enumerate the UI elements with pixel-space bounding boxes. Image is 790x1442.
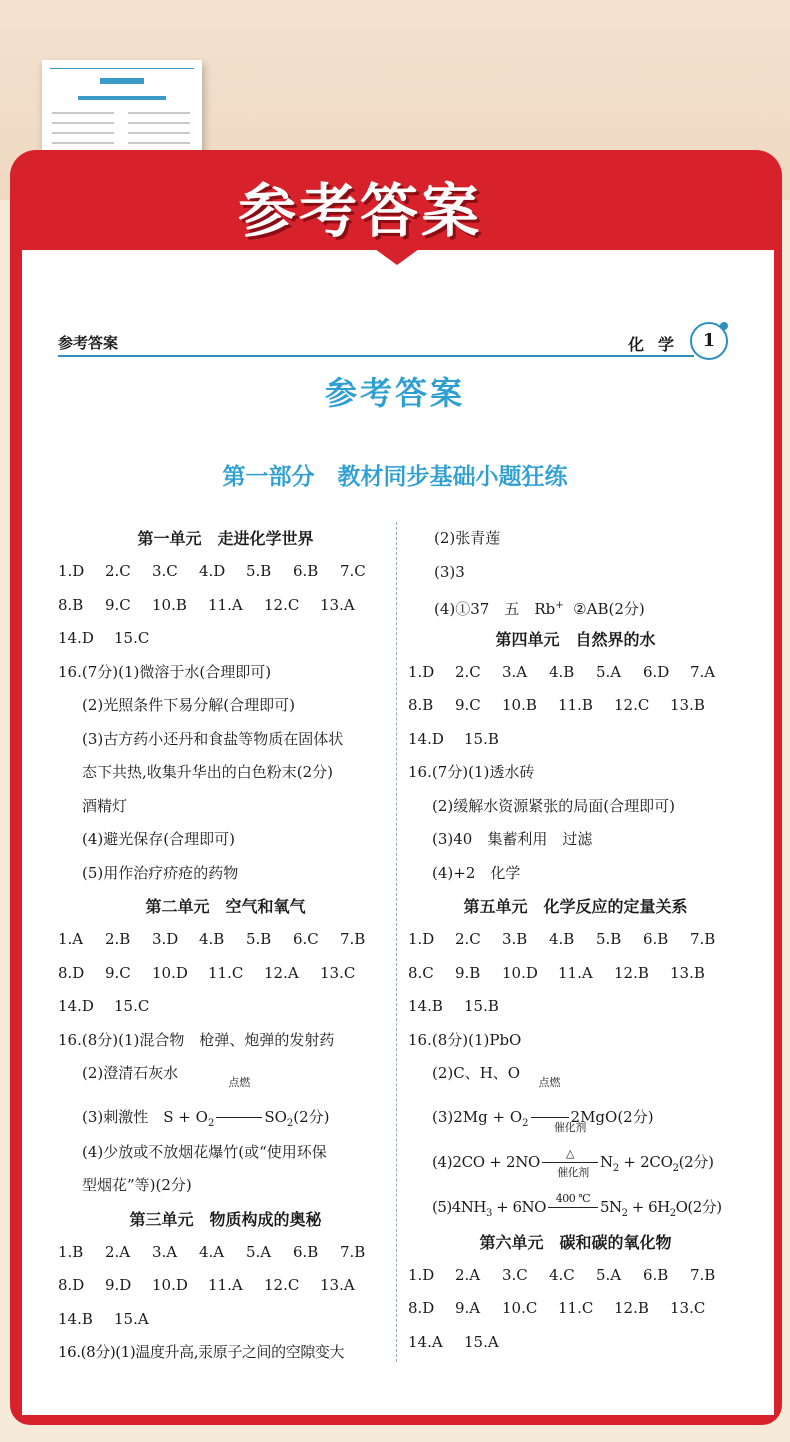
answer-item: 9.C [105,595,131,614]
answer-item: 15.B [464,997,499,1015]
thumb-text-line [128,122,190,124]
answer-item: 4.C [549,1265,575,1284]
thumb-title-bar [100,78,144,84]
answer-row [58,957,393,991]
answer-item: 15.A [114,1309,149,1328]
reaction-condition: 点燃 [538,1075,561,1089]
header-subject: 化学 [628,335,689,354]
thumb-text-line [128,132,190,134]
answer-item: 4.D [199,562,226,580]
answer-item: 1.B [58,1242,84,1261]
answer-item: 6.B [643,930,669,948]
answer-row [58,1269,393,1303]
answer-item: 5.A [596,1265,622,1284]
answer-item: 8.C [408,963,434,982]
arrow-bar [216,1117,262,1119]
answer-item: 8.B [58,595,84,614]
answer-item: 10.B [502,696,537,714]
answer-item: 11.C [208,963,244,982]
answer-row [408,990,743,1024]
equation-text: 2MgO(2分) [570,1107,654,1126]
answer-item: 13.B [670,696,705,714]
reaction-condition: 催化剂 [553,1120,587,1134]
answer-row [408,1259,743,1293]
answer-item: 10.D [152,1276,188,1294]
equation-text: + 2CO [618,1152,673,1171]
subscript: 2 [621,1207,628,1219]
arrow-bar [548,1207,598,1209]
answer-row [58,622,393,656]
answer-item: 2.A [105,1242,131,1261]
answer-item: 13.A [320,1276,355,1294]
answer-item: 1.A [58,930,84,948]
answer-item: 6.B [293,562,319,580]
page-badge-dot [720,322,728,330]
answer-item: 9.D [105,1276,132,1294]
answer-item: 7.A [690,662,716,681]
subscript: 2 [612,1162,619,1174]
unit-title: 第六单元 碳和碳的氧化物 [479,1232,672,1252]
answer-item: 11.B [558,696,593,714]
answer-item: 10.D [502,963,538,982]
answer-row [58,1236,393,1270]
subscript: 2 [207,1117,215,1129]
answer-item: 14.B [58,1309,93,1328]
answer-row [58,555,393,589]
answer-line: (3)40 集蓄利用 过滤 [432,830,593,848]
answer-row [408,1326,743,1360]
thumb-text-line [128,142,190,144]
answer-item: 3.A [502,662,528,681]
answer-text: ②AB(2分) [573,600,645,618]
answer-row [408,656,743,690]
answer-item: 11.A [208,1276,243,1294]
answer-item: 15.C [114,629,150,647]
header-rule [58,355,694,357]
answer-item: 4.B [549,662,575,681]
equation-text: SO [264,1107,287,1126]
answer-item: 3.C [502,1265,528,1284]
answer-item: 9.A [455,1299,481,1317]
thumb-text-line [128,112,190,114]
answer-item: 14.A [408,1332,443,1351]
answer-line: (2)张青莲 [434,529,501,547]
answer-item: 7.C [340,562,366,580]
answer-item: 6.C [293,930,319,948]
part-title: 第一部分 教材同步基础小题狂练 [222,464,568,490]
answer-item: 13.A [320,595,355,614]
answer-item: 8.D [408,1299,435,1317]
answer-item: 1.D [408,930,435,948]
answer-item: 7.B [690,1265,716,1284]
subscript: 2 [672,1162,679,1174]
answer-item: 3.A [152,1242,178,1261]
subscript: 2 [522,1117,529,1129]
answer-line: (2)缓解水资源紧张的局面(合理即可) [432,796,675,815]
reaction-arrow [216,1075,262,1143]
answer-item: 6.B [643,1265,669,1284]
answer-row [408,923,743,957]
answer-item: 2.B [105,930,131,948]
answer-item: 10.D [152,963,188,982]
superscript: + [555,600,564,611]
answer-item: 8.B [408,696,434,714]
column-divider [396,522,397,1362]
thumb-text-line [52,112,114,114]
unit-title: 第四单元 自然界的水 [495,629,656,649]
answer-row [408,1292,743,1326]
answer-item: 14.D [58,997,94,1015]
thumb-header-line [50,68,194,69]
answer-item: 14.D [58,629,94,647]
answer-row [58,589,393,623]
answer-item: 5.A [596,662,622,681]
header-left-label: 参考答案 [58,334,119,352]
answer-line: 16.(7分)(1)微溶于水(合理即可) [58,662,272,681]
answer-item: 1.D [408,1265,435,1284]
answer-line: (2)澄清石灰水 [82,1064,179,1082]
answer-item: 14.D [408,729,444,748]
right-column [408,522,743,1359]
answer-item: 12.C [264,595,300,614]
answer-item: 2.C [455,662,481,681]
answer-item: 7.B [690,930,716,948]
banner-title: 参考答案 [238,177,483,245]
left-column [58,522,393,1370]
equation-text: N [600,1152,613,1171]
subscript: 3 [486,1207,492,1219]
answer-item: 5.B [596,930,622,948]
equation-text: + 6NO [491,1197,546,1216]
answer-item: 9.C [105,963,131,982]
answer-item: 8.D [58,963,85,982]
subscript: 2 [286,1117,294,1129]
unit-title: 第五单元 化学反应的定量关系 [463,897,688,916]
answer-line: (4)少放或不放烟花爆竹(或“使用环保 [82,1142,327,1161]
reaction-condition: 催化剂 [557,1165,589,1179]
answer-line: (4)+2 化学 [432,863,521,882]
answer-line: (5)用作治疗疥疮的药物 [82,863,239,882]
answer-item: 15.A [464,1332,499,1351]
reaction-condition: 400 ℃ [555,1191,591,1205]
answer-item: 8.D [58,1276,85,1294]
answer-line: 16.(8分)(1)温度升高,汞原子之间的空隙变大 [58,1343,345,1361]
answer-line: 16.(8分)(1)混合物 枪弹、炮弹的发射药 [58,1030,335,1049]
answer-item: 3.B [502,930,528,948]
answer-item: 12.B [614,963,649,982]
answer-item: 11.A [208,595,243,614]
equation-text: (3)2Mg + O [432,1107,523,1126]
document-title: 参考答案 [324,374,465,412]
equation-text: O(2分) [675,1197,722,1216]
unit-title: 第一单元 走进化学世界 [137,529,314,548]
answer-row [58,990,393,1024]
reaction-arrow [548,1165,598,1233]
answer-row [58,1303,393,1337]
page-number-badge: 1 [690,322,728,360]
answer-line: 16.(7分)(1)透水砖 [408,763,535,781]
answer-line: (4)避光保存(合理即可) [82,830,235,848]
equation-text: (5)4NH [432,1197,486,1216]
equation-line [408,1165,743,1226]
thumb-subtitle-bar [78,96,166,100]
answer-item: 9.B [455,963,481,982]
equation-text: (3)刺激性 S + O [82,1107,208,1126]
score-text: (2分) [293,1107,330,1126]
arrow-bar [531,1117,569,1119]
answer-item: 2.C [105,562,131,580]
answer-line: (2)光照条件下易分解(合理即可) [82,696,295,714]
answer-line [408,589,743,623]
equation-line [58,1075,393,1136]
answer-item: 14.B [408,997,443,1015]
unit-title: 第三单元 物质构成的奥秘 [129,1209,322,1229]
answer-item: 13.C [320,963,356,982]
subscript: 2 [669,1207,676,1219]
answer-item: 6.D [643,662,670,681]
answer-item: 1.D [408,662,435,681]
reaction-condition: △ [565,1146,575,1160]
answer-line: 酒精灯 [82,796,128,815]
answer-item: 12.B [614,1299,649,1317]
answer-item: 5.B [246,930,272,948]
answer-item: 9.C [455,696,481,714]
answer-item: 2.C [455,930,481,948]
answer-line: 型烟花”等)(2分) [82,1176,192,1194]
answer-line: (2)C、H、O [432,1064,521,1082]
answer-line: 16.(8分)(1)PbO [408,1030,522,1049]
banner-pointer [375,249,419,265]
answer-item: 3.C [152,562,178,580]
answer-item: 12.C [614,696,650,714]
answer-item: 13.C [670,1299,706,1317]
answer-item: 3.D [152,930,179,948]
answer-item: 11.C [558,1299,594,1317]
answer-item: 5.B [246,562,272,580]
answer-line: (3)古方药小还丹和食盐等物质在固体状 [82,729,344,748]
answer-item: 13.B [670,963,705,982]
answer-item: 2.A [455,1265,481,1284]
answer-item: 10.B [152,595,187,614]
equation-text: + 6H [627,1197,670,1216]
equation-text: (4)2CO + 2NO [432,1152,541,1171]
answer-line: (3)3 [434,562,465,581]
answer-row [408,957,743,991]
reaction-condition: 点燃 [228,1075,251,1089]
score-text: (2分) [678,1152,714,1171]
thumb-text-line [52,132,114,134]
thumb-text-line [52,142,114,144]
unit-title: 第二单元 空气和氧气 [145,897,306,916]
answer-item: 12.C [264,1276,300,1294]
thumb-text-line [52,122,114,124]
answer-row [408,723,743,757]
answer-item: 12.A [264,963,299,982]
answer-item: 5.A [246,1242,272,1261]
answer-row [58,923,393,957]
equation-text: 5N [599,1197,622,1216]
arrow-bar [542,1162,598,1164]
answer-item: 11.A [558,963,593,982]
answer-item: 4.A [199,1242,225,1261]
answer-item: 15.C [114,997,150,1015]
answer-item: 4.B [549,930,575,948]
answer-item: 15.B [464,729,499,748]
answer-item: 7.B [340,1242,366,1261]
answer-item: 6.B [293,1242,319,1261]
answer-row [408,689,743,723]
answer-text: (4)①37 五 Rb [434,600,556,618]
answer-item: 1.D [58,562,85,580]
answer-line: 态下共热,收集升华出的白色粉末(2分) [82,763,334,781]
answer-item: 10.C [502,1299,538,1317]
answer-item: 7.B [340,930,366,948]
answer-item: 4.B [199,930,225,948]
